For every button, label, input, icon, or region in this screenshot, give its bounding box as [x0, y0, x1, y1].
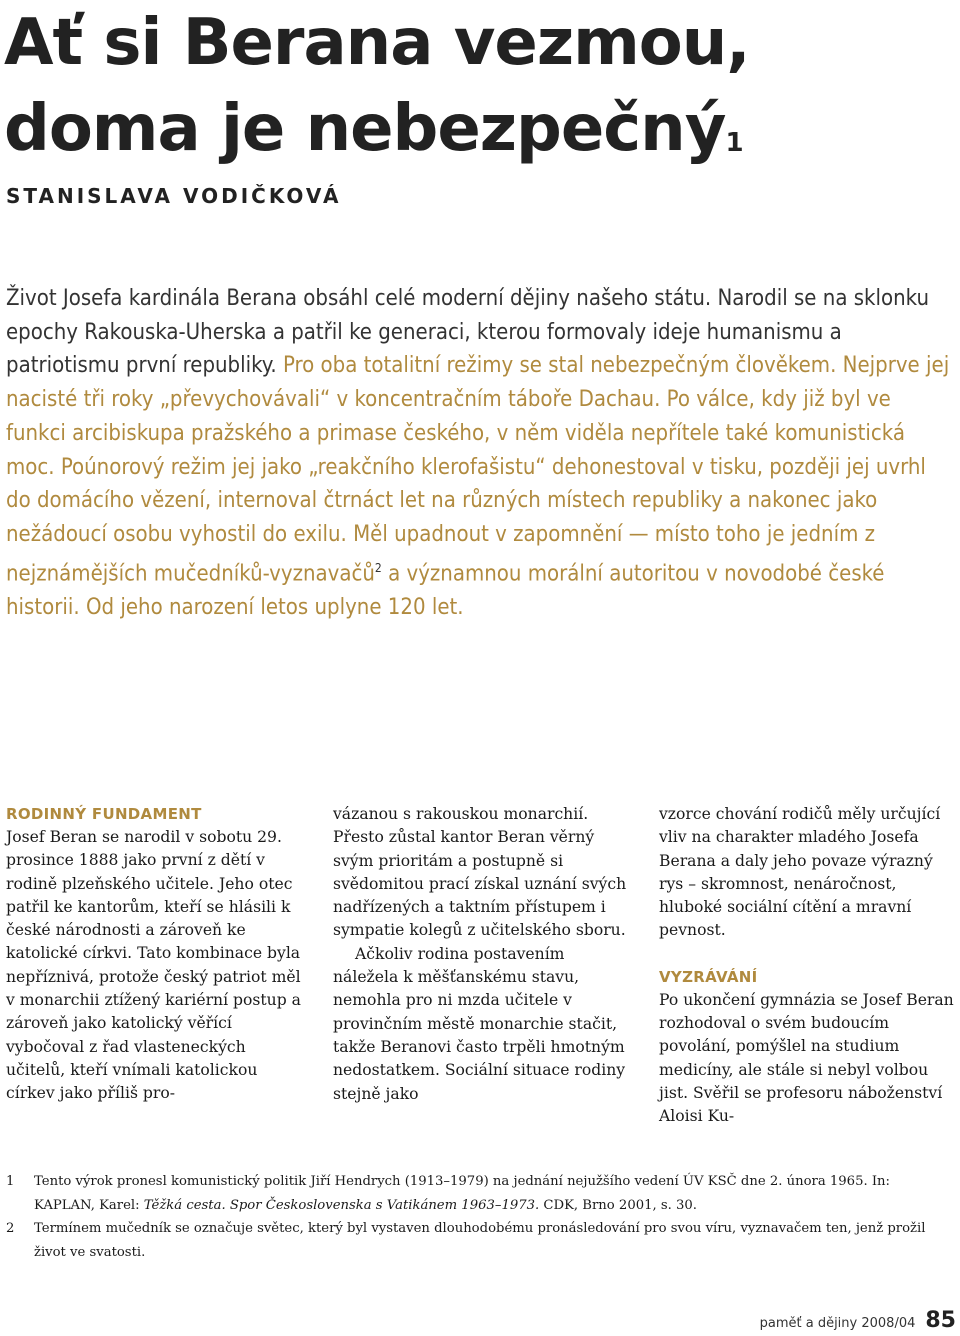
section-heading-vyzravani: VYZRÁVÁNÍ: [659, 967, 758, 986]
section-heading-rodinny-fundament: RODINNÝ FUNDAMENT: [6, 805, 202, 823]
title-line-1: Ať si Berana vezmou,: [4, 6, 750, 80]
page-footer: [760, 1308, 956, 1333]
column-1: [6, 803, 306, 1106]
footnotes: [6, 1170, 946, 1264]
title-footnote-mark[interactable]: 1: [725, 128, 743, 158]
author-name: STANISLAVA VODIČKOVÁ: [6, 184, 342, 208]
footnote-2: 2 Termínem mučedník se označuje světec, který byl vystaven dlouhodobému pronásledování pro svou víru, vyznavačem ten, jenž prožil život ve svatosti.: [6, 1217, 946, 1264]
column-1-text: Josef Beran se narodil v sobotu 29. prosince 1888 jako první z dětí v rodině plzeňského učitele. Jeho otec patřil ke kantorům, kteří se hlásili k české národnosti a zároveň ke katolické církvi. Tato kombinace byla nepříznivá, protože český patriot měl v monarchii ztížený kariérní postup a zároveň jako katolický věřící vybočoval z řad vlasteneckých učitelů, kteří vnímali katolickou církev jako příliš pro-: [6, 828, 301, 1103]
title-line-2: doma je nebezpečný$^1$: [4, 92, 743, 166]
column-3-text-b: Po ukončení gymnázia se Josef Beran rozhodoval o svém budoucím povolání, pomýšlel na studium medicíny, ale stále si nebyl volbou jist. Svěřil se profesoru náboženství Aloisi Ku-: [659, 990, 954, 1126]
lead-footnote-mark[interactable]: 2: [374, 560, 382, 575]
footnote-1: 1 Tento výrok pronesl komunistický politik Jiří Hendrych (1913–1979) na jednání nejužšího vedení ÚV KSČ dne 2. února 1965. In: KAPLAN, Karel: Těžká cesta. Spor Československa s Vatikánem 1963–1973. CDK, Brno 2001, s. 30.: [6, 1170, 946, 1217]
column-3: [659, 803, 959, 1129]
column-2-text-b: Ačkoliv rodina postavením náležela k měšťanskému stavu, nemohla pro ni mzda učitele v provinčním městě monarchie stačit, takže Beranovi často trpěli hmotným nedostatkem. Sociální situace rodiny stejně jako: [333, 944, 626, 1103]
lead-paragraph: Život Josefa kardinála Berana obsáhl celé moderní dějiny našeho státu. Narodil se na sklonku epochy Rakouska-Uherska a patřil ke generaci, kterou formovaly ideje humanismu a patriotismu první republiky. Pro oba totalitní režimy se stal nebezpečným člověkem. Nejprve jej nacisté tři roky „převychovávali“ v koncentračním táboře Dachau. Po válce, kdy již byl ve funkci arcibiskupa pražského a primase českého, v něm viděla nepřítele také komunistická moc. Poúnorový režim jej jako „reakčního klerofašistu“ dehonestoval v tisku, později jej uvrhl do domácího vězení, internoval čtrnáct let na různých místech republiky a nakonec jako nežádoucí osobu vyhostil do exilu. Měl upadnout v zapomnění — místo toho je jedním z nejznámějších mučedníků-vyznavačů$^2$ a významnou morální autoritou v novodobé české historii. Od jeho narození letos uplyne 120 let.: [6, 286, 950, 620]
article-title: [4, 0, 954, 172]
column-3-text-a: vzorce chování rodičů měly určující vliv na charakter mladého Josefa Berana a daly jeho povaze výrazný rys – skromnost, nenáročnost, hluboké sociální cítění a mravní pevnost.: [659, 805, 941, 940]
footnote-number: 2: [6, 1221, 15, 1236]
column-2-text-a: vázanou s rakouskou monarchií. Přesto zůstal kantor Beran věrný svým prioritám a postupně si svědomitou prací získal uznání svých nadřízených a taktním přístupem i sympatie kolegů z učitelského sboru.: [333, 805, 627, 940]
footnote-citation-title: Těžká cesta. Spor Československa s Vatikánem 1963–1973.: [143, 1197, 540, 1213]
column-2: [333, 803, 633, 1106]
publication-name: paměť a dějiny 2008/04: [759, 1316, 916, 1331]
footnote-number: 1: [6, 1174, 15, 1189]
page-number: 85: [925, 1308, 956, 1333]
